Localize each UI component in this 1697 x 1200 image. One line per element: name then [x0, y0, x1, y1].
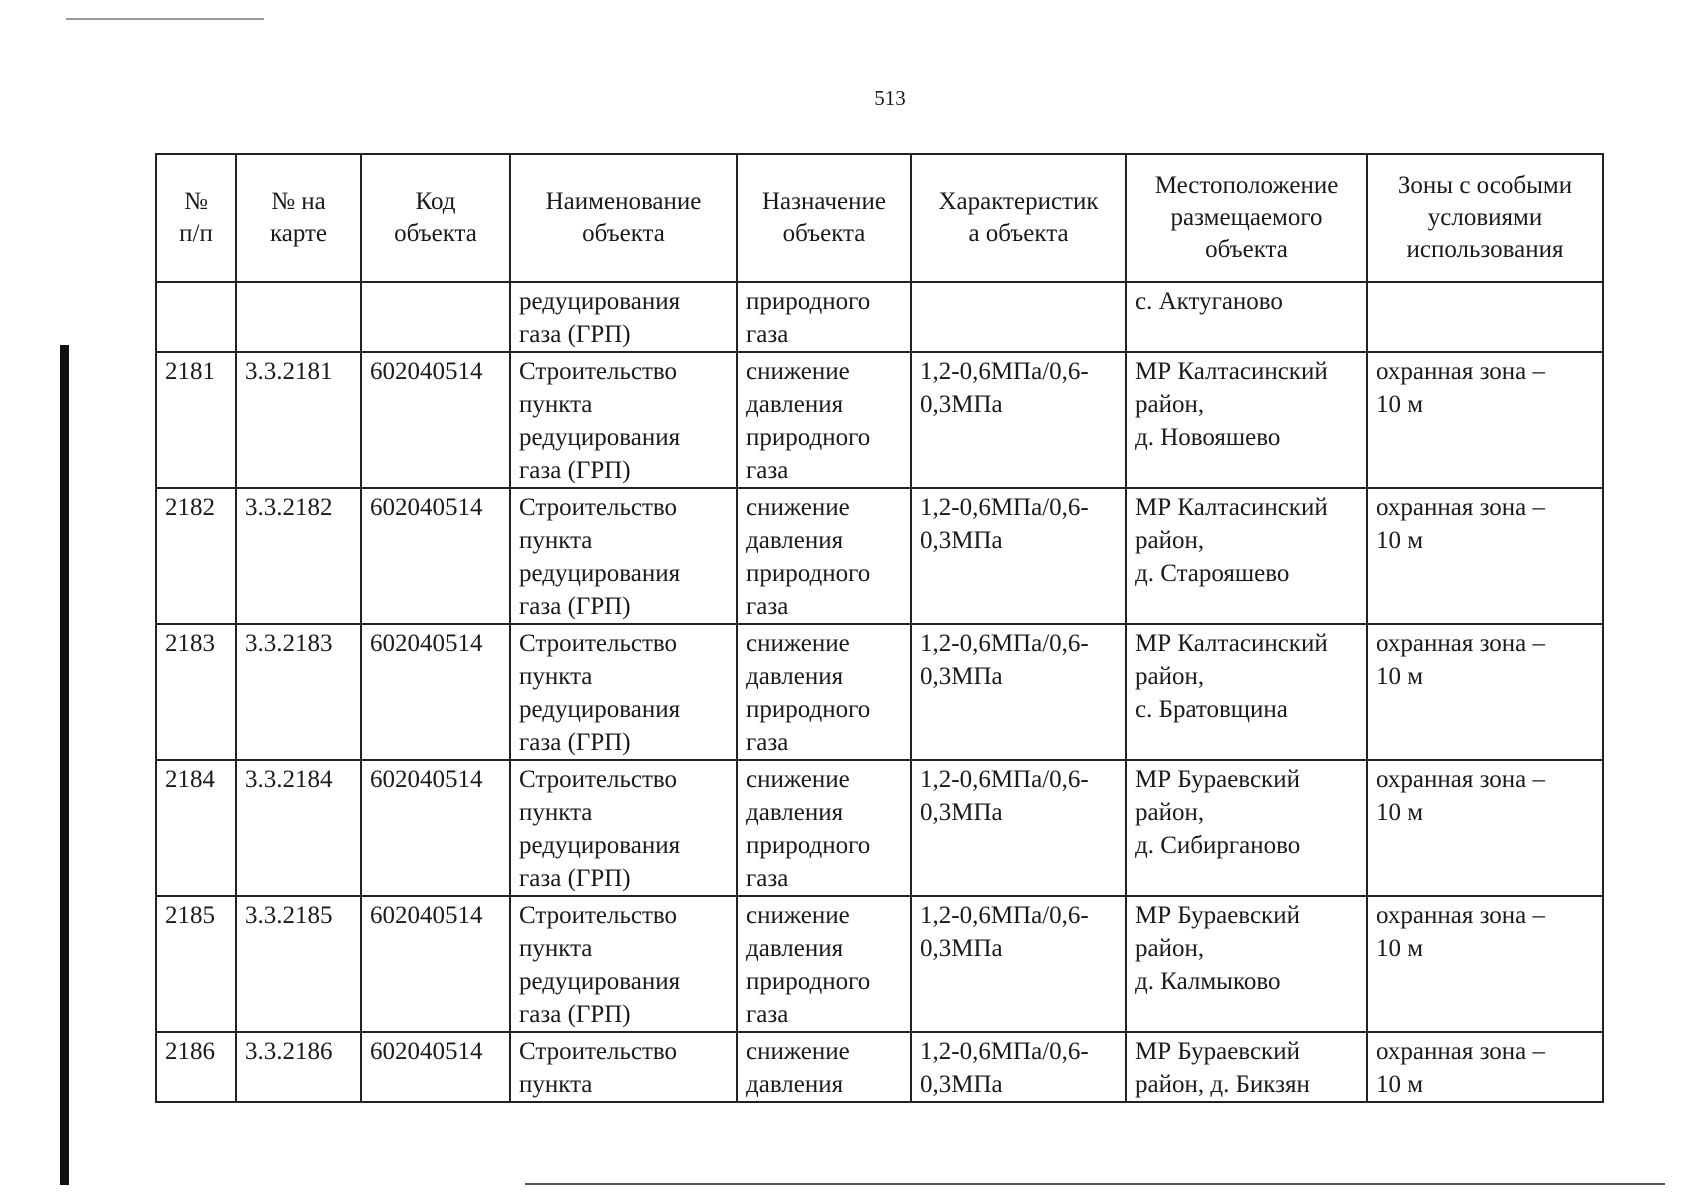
cell-object-name: редуцирования газа (ГРП) — [510, 282, 737, 352]
cell-object-characteristics: 1,2-0,6МПа/0,6- 0,3МПа — [911, 352, 1126, 488]
cell-special-zones: охранная зона – 10 м — [1367, 624, 1603, 760]
cell-special-zones — [1367, 282, 1603, 352]
cell-object-code: 602040514 — [361, 352, 510, 488]
cell-object-location: МР Калтасинский район, д. Новояшево — [1126, 352, 1367, 488]
cell-object-code: 602040514 — [361, 896, 510, 1032]
cell-object-code: 602040514 — [361, 1032, 510, 1102]
table-row — [156, 760, 1603, 896]
cell-num: 2184 — [156, 760, 236, 896]
cell-object-location: МР Бураевский район, д. Сибирганово — [1126, 760, 1367, 896]
cell-object-code: 602040514 — [361, 488, 510, 624]
cell-object-characteristics: 1,2-0,6МПа/0,6- 0,3МПа — [911, 1032, 1126, 1102]
header-num: № п/п — [156, 154, 236, 282]
cell-num: 2186 — [156, 1032, 236, 1102]
cell-object-purpose: природного газа — [737, 282, 911, 352]
cell-special-zones: охранная зона – 10 м — [1367, 896, 1603, 1032]
cell-object-location: МР Бураевский район, д. Бикзян — [1126, 1032, 1367, 1102]
cell-object-location: МР Калтасинский район, с. Братовщина — [1126, 624, 1367, 760]
cell-map-number: 3.3.2183 — [236, 624, 361, 760]
table-row — [156, 1032, 1603, 1102]
objects-table — [155, 153, 1604, 1103]
cell-num: 2183 — [156, 624, 236, 760]
cell-object-name: Строительство пункта редуцирования газа (ГРП) — [510, 896, 737, 1032]
scan-artifact-left-bar — [60, 345, 69, 1185]
cell-object-name: Строительство пункта редуцирования газа (ГРП) — [510, 488, 737, 624]
table-row — [156, 896, 1603, 1032]
header-object-name: Наименование объекта — [510, 154, 737, 282]
table-row — [156, 282, 1603, 352]
cell-object-location: МР Бураевский район, д. Калмыково — [1126, 896, 1367, 1032]
cell-object-purpose: снижение давления природного газа — [737, 760, 911, 896]
cell-map-number: 3.3.2184 — [236, 760, 361, 896]
scan-artifact-top-line — [66, 18, 264, 20]
cell-object-purpose: снижение давления — [737, 1032, 911, 1102]
table-row — [156, 488, 1603, 624]
cell-object-purpose: снижение давления природного газа — [737, 624, 911, 760]
cell-special-zones: охранная зона – 10 м — [1367, 760, 1603, 896]
cell-object-characteristics: 1,2-0,6МПа/0,6- 0,3МПа — [911, 896, 1126, 1032]
scan-artifact-bottom-line — [525, 1183, 1665, 1185]
cell-map-number: 3.3.2181 — [236, 352, 361, 488]
cell-num: 2185 — [156, 896, 236, 1032]
header-map-number: № на карте — [236, 154, 361, 282]
cell-object-location: МР Калтасинский район, д. Старояшево — [1126, 488, 1367, 624]
header-object-purpose: Назначение объекта — [737, 154, 911, 282]
table-row — [156, 624, 1603, 760]
cell-object-characteristics: 1,2-0,6МПа/0,6- 0,3МПа — [911, 624, 1126, 760]
header-object-location: Местоположение размещаемого объекта — [1126, 154, 1367, 282]
cell-object-name: Строительство пункта — [510, 1032, 737, 1102]
cell-map-number: 3.3.2186 — [236, 1032, 361, 1102]
cell-object-location: с. Актуганово — [1126, 282, 1367, 352]
cell-num — [156, 282, 236, 352]
cell-object-name: Строительство пункта редуцирования газа (ГРП) — [510, 760, 737, 896]
cell-object-purpose: снижение давления природного газа — [737, 352, 911, 488]
table-row — [156, 352, 1603, 488]
header-object-code: Код объекта — [361, 154, 510, 282]
header-special-zones: Зоны с особыми условиями использования — [1367, 154, 1603, 282]
cell-object-characteristics: 1,2-0,6МПа/0,6- 0,3МПа — [911, 488, 1126, 624]
cell-num: 2181 — [156, 352, 236, 488]
page-number: 513 — [874, 86, 906, 110]
header-object-characteristics: Характеристик а объекта — [911, 154, 1126, 282]
cell-num: 2182 — [156, 488, 236, 624]
cell-object-name: Строительство пункта редуцирования газа (ГРП) — [510, 352, 737, 488]
cell-object-code — [361, 282, 510, 352]
cell-special-zones: охранная зона – 10 м — [1367, 352, 1603, 488]
cell-special-zones: охранная зона – 10 м — [1367, 1032, 1603, 1102]
table-header-row — [156, 154, 1603, 282]
cell-object-purpose: снижение давления природного газа — [737, 488, 911, 624]
cell-object-characteristics: 1,2-0,6МПа/0,6- 0,3МПа — [911, 760, 1126, 896]
cell-object-characteristics — [911, 282, 1126, 352]
cell-object-code: 602040514 — [361, 624, 510, 760]
cell-object-purpose: снижение давления природного газа — [737, 896, 911, 1032]
cell-map-number — [236, 282, 361, 352]
cell-object-code: 602040514 — [361, 760, 510, 896]
cell-object-name: Строительство пункта редуцирования газа (ГРП) — [510, 624, 737, 760]
cell-map-number: 3.3.2185 — [236, 896, 361, 1032]
cell-map-number: 3.3.2182 — [236, 488, 361, 624]
cell-special-zones: охранная зона – 10 м — [1367, 488, 1603, 624]
